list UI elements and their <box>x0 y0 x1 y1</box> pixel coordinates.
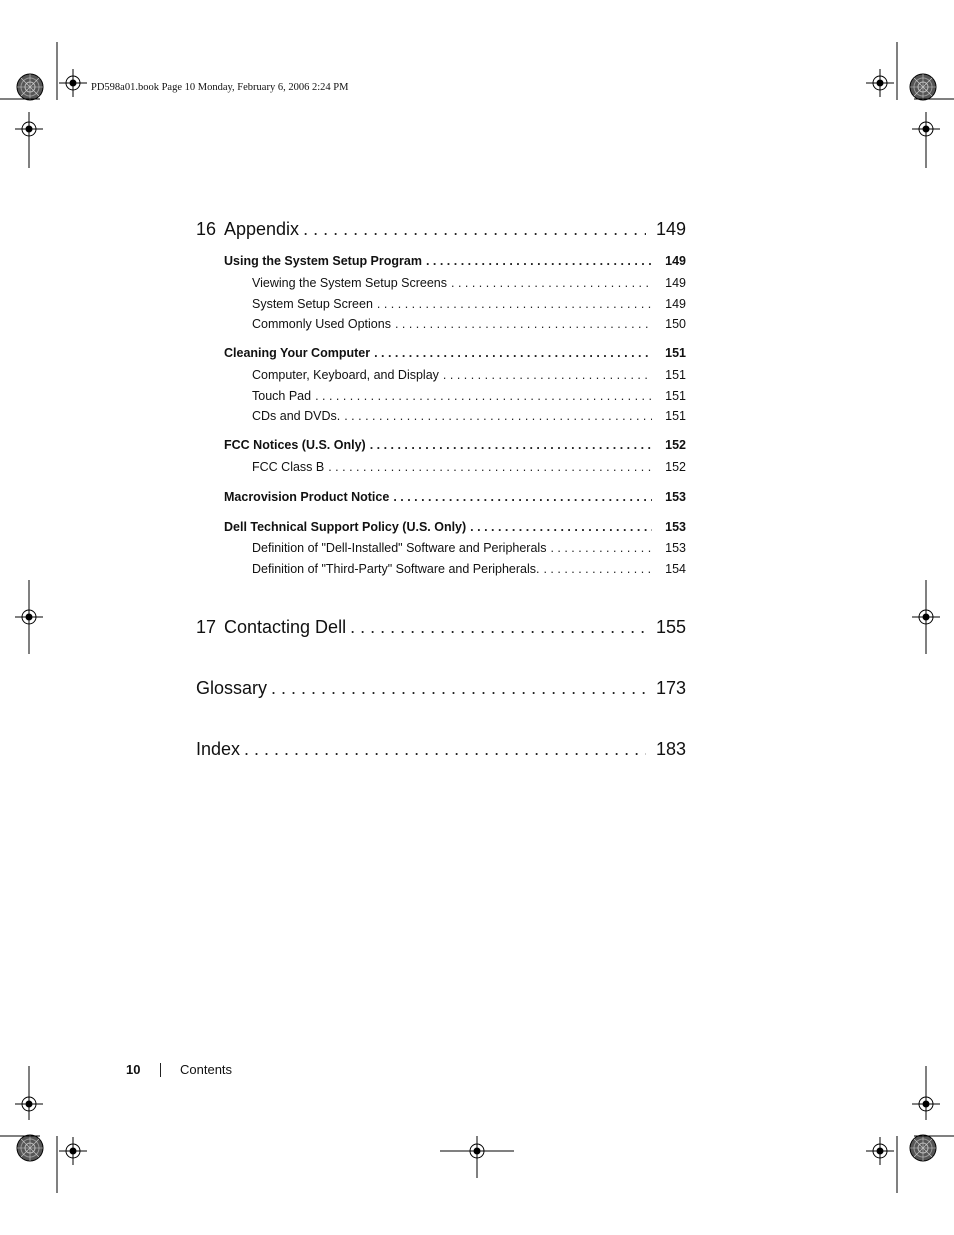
color-target-icon <box>17 74 43 100</box>
toc-leader-dots <box>395 317 652 331</box>
registration-mark-icon <box>59 1137 87 1165</box>
toc-leader-dots <box>377 297 652 311</box>
toc-entry-title: Macrovision Product Notice <box>224 490 390 504</box>
toc-entry-chapter[interactable] <box>196 219 686 240</box>
registration-mark-icon <box>866 1137 894 1165</box>
toc-leader-dots <box>370 438 652 452</box>
toc-entry-page: 154 <box>665 562 686 576</box>
toc-entry-page: 152 <box>665 438 686 452</box>
toc-leader-dots <box>550 541 652 555</box>
footer-divider <box>160 1063 161 1077</box>
toc-leader-dots <box>328 460 652 474</box>
toc-leader-dots <box>374 346 652 360</box>
toc-entry-page: 149 <box>665 276 686 290</box>
toc-entry-page: 149 <box>665 254 686 268</box>
toc-entry-title: Index <box>196 739 241 759</box>
toc-entry-title: CDs and DVDs. <box>252 409 341 423</box>
toc-entry-title: Viewing the System Setup Screens <box>252 276 448 290</box>
toc-entry-title: Appendix <box>224 219 300 239</box>
toc-entry-title: Definition of "Third-Party" Software and Peripherals. <box>252 562 540 576</box>
toc-entry-sub[interactable] <box>252 389 686 403</box>
toc-entry-page: 153 <box>665 541 686 555</box>
toc-entry-section[interactable] <box>224 254 686 268</box>
toc-entry-sub[interactable] <box>252 409 686 423</box>
toc-leader-dots <box>315 389 652 403</box>
toc-entry-sub[interactable] <box>252 276 686 290</box>
registration-mark-icon <box>866 69 894 97</box>
toc-entry-title: Contacting Dell <box>224 617 347 637</box>
color-target-icon <box>910 1135 936 1161</box>
toc-leader-dots <box>393 490 652 504</box>
toc-entry-title: Dell Technical Support Policy (U.S. Only) <box>224 520 467 534</box>
toc-entry-section[interactable] <box>224 520 686 534</box>
toc-entry-page: 151 <box>665 389 686 403</box>
toc-entry-title: Computer, Keyboard, and Display <box>252 368 439 382</box>
toc-leader-dots <box>543 562 652 576</box>
toc-entry-page: 153 <box>665 520 686 534</box>
toc-entry-page: 152 <box>665 460 686 474</box>
toc-entry-chapter[interactable] <box>196 678 686 699</box>
toc-chapter-number: 16 <box>196 219 217 239</box>
toc-entry-page: 149 <box>655 219 686 239</box>
toc-entry-chapter[interactable] <box>196 617 686 638</box>
toc-entry-page: 151 <box>665 346 686 360</box>
toc-entry-page: 153 <box>665 490 686 504</box>
toc-entry-sub[interactable] <box>252 562 686 576</box>
toc-entry-title: Cleaning Your Computer <box>224 346 371 360</box>
footer-section-title: Contents <box>180 1062 233 1077</box>
toc-leader-dots <box>470 520 652 534</box>
toc-leader-dots <box>244 739 646 760</box>
toc-leader-dots <box>451 276 652 290</box>
registration-mark-icon <box>59 69 87 97</box>
toc-entry-sub[interactable] <box>252 460 686 474</box>
toc-entry-title: FCC Class B <box>252 460 325 474</box>
toc-entry-sub[interactable] <box>252 297 686 311</box>
toc-entry-page: 183 <box>655 739 686 759</box>
toc-leader-dots <box>426 254 652 268</box>
toc-entry-section[interactable] <box>224 346 686 360</box>
color-target-icon <box>17 1135 43 1161</box>
toc-entry-page: 149 <box>665 297 686 311</box>
toc-leader-dots <box>303 219 646 240</box>
toc-entry-sub[interactable] <box>252 368 686 382</box>
toc-entry-title: Commonly Used Options <box>252 317 391 331</box>
toc-leader-dots <box>344 409 652 423</box>
toc-entry-sub[interactable] <box>252 317 686 331</box>
toc-entry-page: 151 <box>665 368 686 382</box>
toc-leader-dots <box>271 678 646 699</box>
print-header-stamp: PD598a01.book Page 10 Monday, February 6, 2006 2:24 PM <box>91 82 349 93</box>
toc-entry-page: 173 <box>655 678 686 698</box>
toc-leader-dots <box>350 617 646 638</box>
toc-entry-title: System Setup Screen <box>252 297 373 311</box>
toc-entry-title: Glossary <box>196 678 268 698</box>
toc-entry-page: 155 <box>655 617 686 637</box>
toc-entry-chapter[interactable] <box>196 739 686 760</box>
toc-entry-title: Using the System Setup Program <box>224 254 422 268</box>
page-footer <box>126 1062 232 1077</box>
toc-leader-dots <box>443 368 652 382</box>
toc-chapter-number: 17 <box>196 617 217 637</box>
toc-entry-section[interactable] <box>224 490 686 504</box>
page-number: 10 <box>126 1062 141 1077</box>
color-target-icon <box>910 74 936 100</box>
toc-entry-page: 150 <box>665 317 686 331</box>
toc-entry-title: Definition of "Dell-Installed" Software and Peripherals <box>252 541 547 555</box>
toc-entry-title: FCC Notices (U.S. Only) <box>224 438 366 452</box>
toc-entry-sub[interactable] <box>252 541 686 555</box>
toc-entry-page: 151 <box>665 409 686 423</box>
toc-entry-title: Touch Pad <box>252 389 312 403</box>
toc-entry-section[interactable] <box>224 438 686 452</box>
